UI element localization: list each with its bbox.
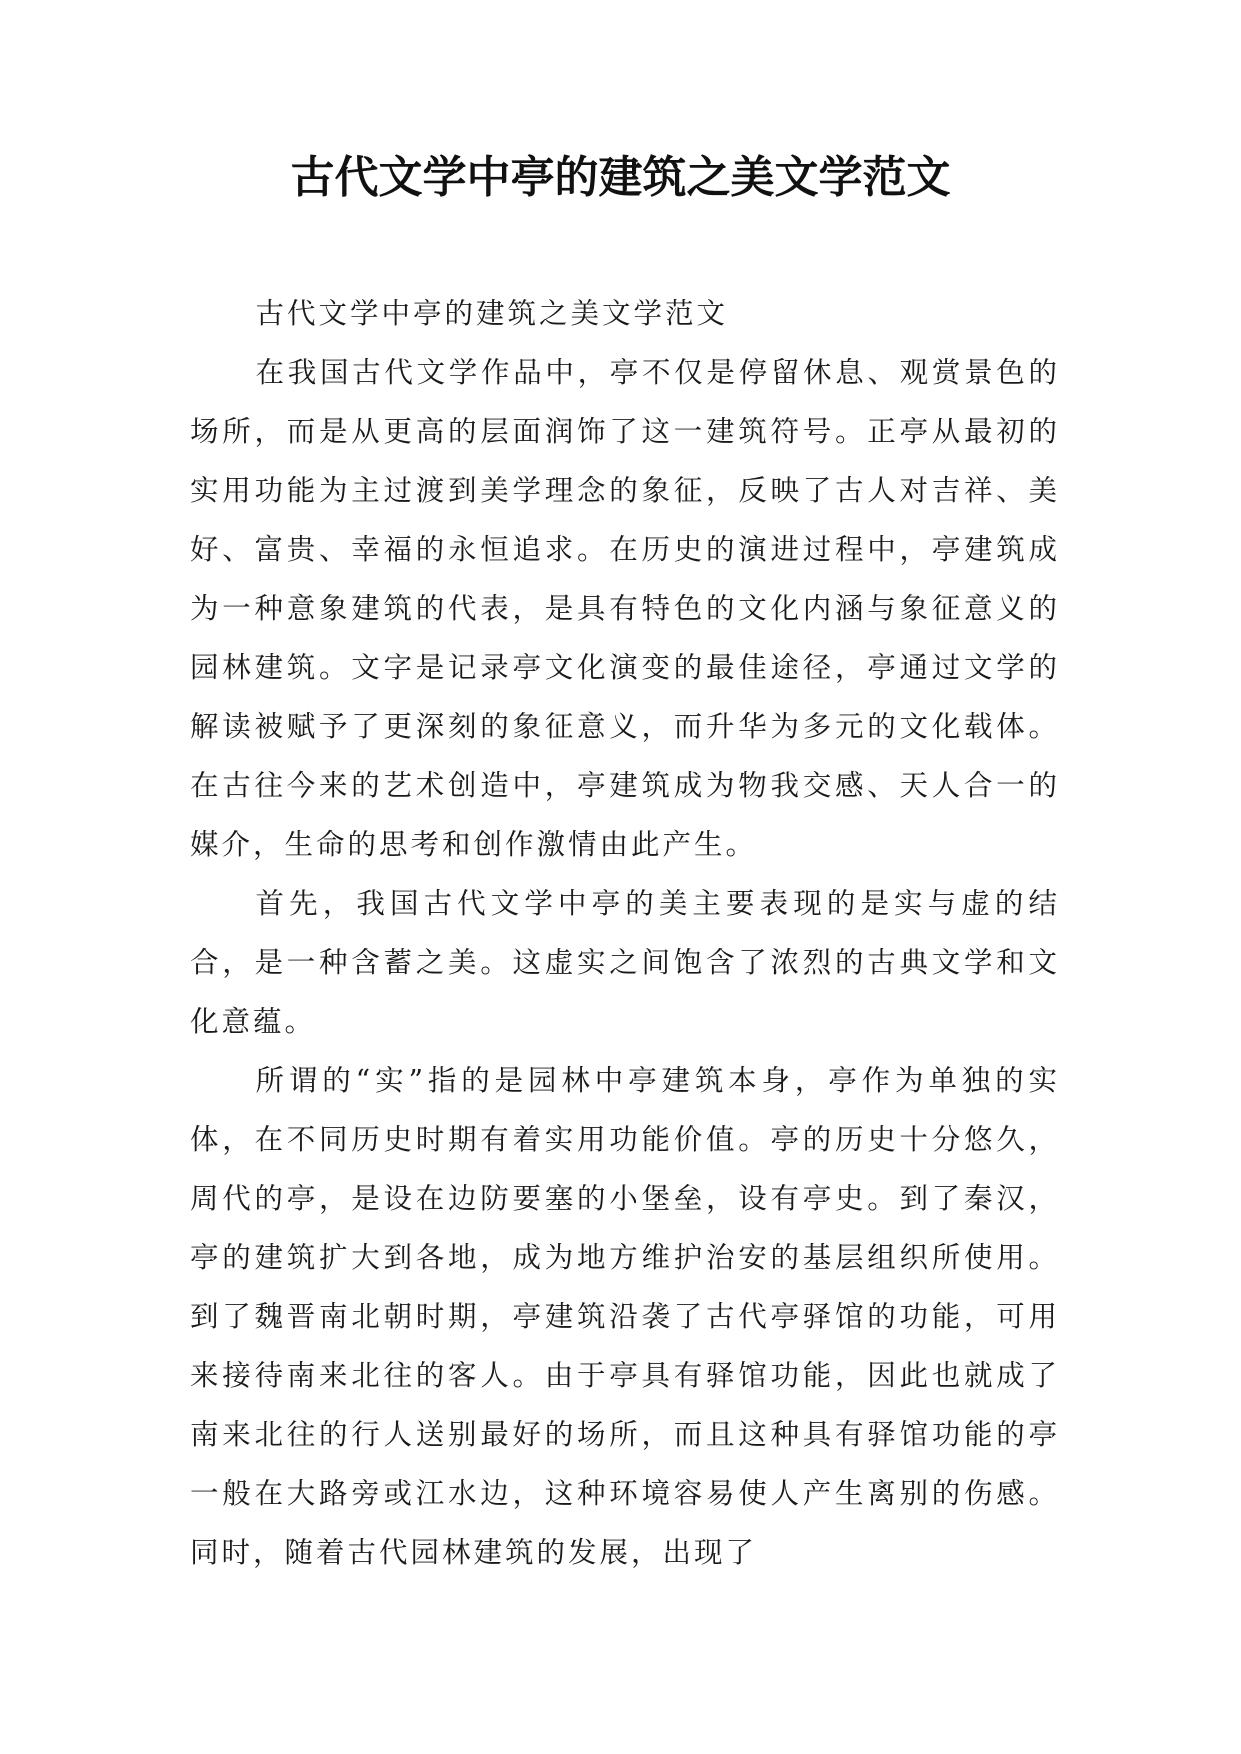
body-paragraph: 所谓的“实”指的是园林中亭建筑本身，亭作为单独的实体，在不同历史时期有着实用功能价值。亭的历史十分悠久，周代的亭，是设在边防要塞的小堡垒，设有亭史。到了秦汉，亭的建筑扩大到各地，成为地方维护治安的基层组织所使用。到了魏晋南北朝时期，亭建筑沿袭了古代亭驿馆的功能，可用来接待南来北往的客人。由于亭具有驿馆功能，因此也就成了南来北往的行人送别最好的场所，而且这种具有驿馆功能的亭一般在大路旁或江水边，这种环境容易使人产生离别的伤感。同时，随着古代园林建筑的发展，出现了 (190, 1064, 1060, 1569)
body-paragraph: 首先，我国古代文学中亭的美主要表现的是实与虚的结合，是一种含蓄之美。这虚实之间饱含了浓烈的古典文学和文化意蕴。 (190, 887, 1060, 1038)
document-title: 古代文学中亭的建筑之美文学范文 (290, 152, 951, 203)
document-body (190, 284, 1060, 1582)
body-paragraph-subtitle: 古代文学中亭的建筑之美文学范文 (255, 297, 729, 330)
body-paragraph: 在我国古代文学作品中，亭不仅是停留休息、观赏景色的场所，而是从更高的层面润饰了这一建筑符号。正亭从最初的实用功能为主过渡到美学理念的象征，反映了古人对吉祥、美好、富贵、幸福的永恒追求。在历史的演进过程中，亭建筑成为一种意象建筑的代表，是具有特色的文化内涵与象征意义的园林建筑。文字是记录亭文化演变的最佳途径，亭通过文学的解读被赋予了更深刻的象征意义，而升华为多元的文化载体。在古往今来的艺术创造中，亭建筑成为物我交感、天人合一的媒介，生命的思考和创作激情由此产生。 (190, 356, 1060, 861)
